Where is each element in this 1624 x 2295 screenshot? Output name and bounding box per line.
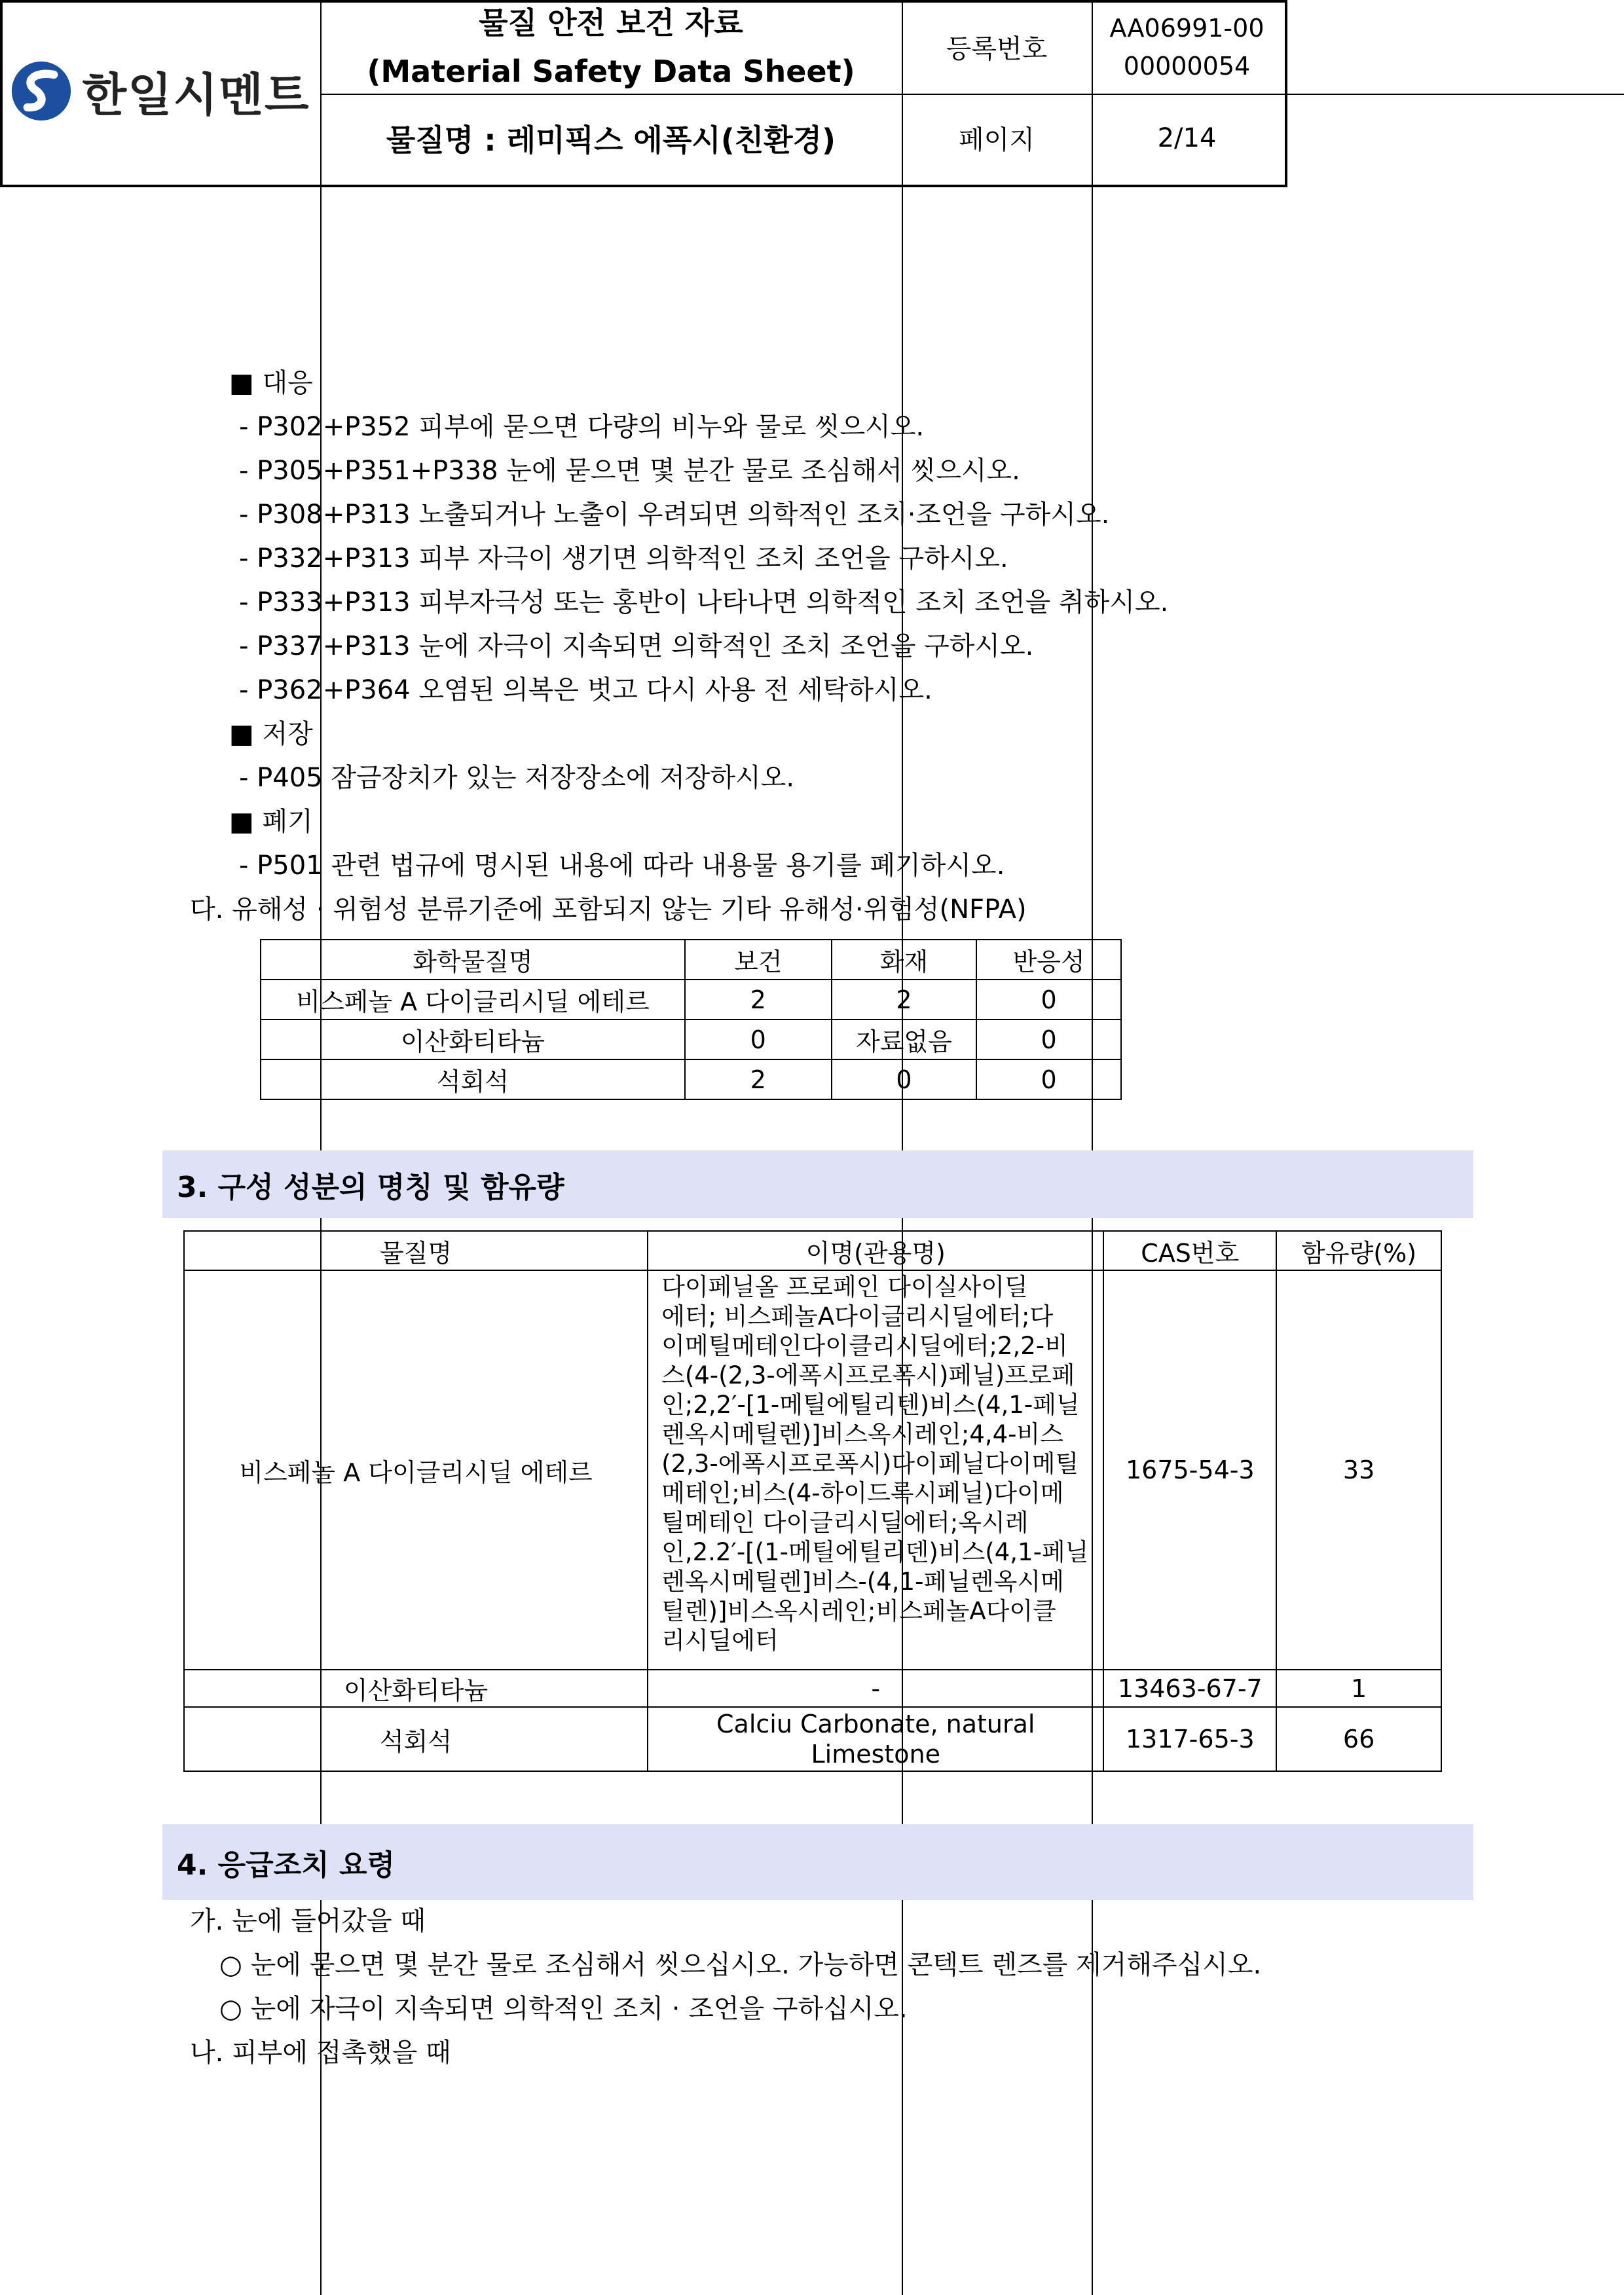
reg-label: 등록번호 [946,34,1048,64]
title-korean: 물질 안전 보건 자료 [479,5,743,41]
table-cell: 2 [685,1059,832,1099]
column-header: 보건 [685,940,832,980]
skin-contact-heading: 나. 피부에 접촉했을 때 [190,2038,451,2068]
response-item: - P302+P352 피부에 묻으면 다량의 비누와 물로 씻으시오. [239,412,925,442]
eye-contact-item: ○ 눈에 자극이 지속되면 의학적인 조치 · 조언을 구하십시오. [219,1994,908,2024]
synonym-line: 메테인;비스(4-하이드록시페닐)다이메 [661,1479,1064,1507]
column-header: 반응성 [976,940,1121,980]
table-cell: 1317-65-3 [1103,1707,1276,1771]
response-item: - P362+P364 오염된 의복은 벗고 다시 사용 전 세탁하시오. [239,675,932,705]
table-cell: 13463-67-7 [1103,1670,1276,1707]
synonym-line: 렌옥시메틸렌)]비스옥시레인;4,4-비스 [661,1420,1063,1448]
storage-heading: ■ 저장 [229,719,313,749]
table-cell: 66 [1276,1707,1441,1771]
company-logo-icon [10,60,73,122]
table-header-row [184,1231,1441,1270]
eye-contact-item: ○ 눈에 묻으면 몇 분간 물로 조심해서 씻으십시오. 가능하면 콘텍트 렌즈를 제거해주십시오. [219,1950,1262,1980]
synonym-line: 이메틸메테인다이클리시딜에터;2,2-비 [661,1332,1068,1360]
table-row [261,1059,1121,1099]
table-cell: 비스페놀 A 다이글리시딜 에테르 [261,980,685,1019]
table-cell: 0 [976,980,1121,1019]
section-4-title: 4. 응급조치 요령 [162,1824,1473,1900]
column-header: 화학물질명 [261,940,685,980]
product-name: 물질명 : 레미픽스 에폭시(친환경) [386,122,836,158]
table-cell: 이산화티타늄 [261,1019,685,1059]
synonym-line: 리시딜에터 [661,1626,779,1655]
other-hazards-heading: 다. 유해성 · 위험성 분류기준에 포함되지 않는 기타 유해성·위험성(NFPA) [190,894,1027,925]
page-label: 페이지 [959,125,1035,155]
column-header: 함유량(%) [1276,1231,1441,1270]
column-header: 물질명 [184,1231,648,1270]
synonym-line: 스(4-(2,3-에폭시프로폭시)페닐)프로페 [661,1361,1075,1389]
reg-number [1092,0,1282,94]
table-cell: - [648,1670,1103,1707]
table-row [261,980,1121,1019]
company-logo [0,0,320,182]
disposal-item: - P501 관련 법규에 명시된 내용에 따라 내용물 용기를 폐기하시오. [239,851,1005,881]
table-cell: 0 [976,1059,1121,1099]
composition-table [183,1230,1442,1772]
table-cell: 이산화티타늄 [184,1670,648,1707]
table-row [261,1019,1121,1059]
synonym-cell [648,1270,1103,1670]
column-header: CAS번호 [1103,1231,1276,1270]
synonym-cell [648,1707,1103,1771]
synonym-line: Limestone [811,1740,941,1769]
response-item: - P333+P313 피부자극성 또는 홍반이 나타나면 의학적인 조치 조언을 취하시오. [239,587,1169,617]
table-header-row [261,940,1121,980]
column-header: 이명(관용명) [648,1231,1103,1270]
table-cell: 2 [832,980,977,1019]
table-cell: 석회석 [261,1059,685,1099]
synonym-line: 에터; 비스페놀A다이글리시딜에터;다 [661,1302,1054,1331]
document-title [320,0,902,94]
column-header: 화재 [832,940,977,980]
synonym-line: Calciu Carbonate, natural [716,1710,1035,1738]
eye-contact-heading: 가. 눈에 들어갔을 때 [190,1906,426,1936]
storage-item: - P405 잠금장치가 있는 저장장소에 저장하시오. [239,763,795,793]
synonym-line: 인,2.2′-[(1-메틸에틸리덴)비스(4,1-페닐 [661,1538,1089,1566]
table-row [184,1707,1441,1771]
table-cell: 1675-54-3 [1103,1270,1276,1670]
synonym-line: 다이페닐올 프로페인 다이실사이딜 [661,1273,1028,1301]
page-number: 2/14 [1157,122,1217,153]
table-cell: 자료없음 [832,1019,977,1059]
reg-number-line2: 00000054 [1123,51,1251,81]
response-item: - P337+P313 눈에 자극이 지속되면 의학적인 조치 조언을 구하시오. [239,631,1034,661]
table-cell: 2 [685,980,832,1019]
table-cell: 석회석 [184,1707,648,1771]
nfpa-table [260,939,1122,1100]
table-cell: 1 [1276,1670,1441,1707]
document-header [0,0,1287,187]
company-name: 한일시멘트 [82,67,310,122]
response-item: - P305+P351+P338 눈에 묻으면 몇 분간 물로 조심해서 씻으시오. [239,456,1020,486]
table-cell: 0 [685,1019,832,1059]
section-3-title: 3. 구성 성분의 명칭 및 함유량 [162,1150,1473,1218]
title-english: (Material Safety Data Sheet) [367,53,855,89]
table-row [184,1670,1441,1707]
table-cell: 0 [976,1019,1121,1059]
table-row [184,1270,1441,1670]
synonym-line: 틸렌)]비스옥시레인;비스페놀A다이클 [661,1597,1056,1625]
table-cell: 33 [1276,1270,1441,1670]
synonym-line: 인;2,2′-[1-메틸에틸리텐)비스(4,1-페닐 [661,1391,1080,1419]
table-cell: 비스페놀 A 다이글리시딜 에테르 [184,1270,648,1670]
synonym-line: 렌옥시메틸렌]비스-(4,1-페닐렌옥시메 [661,1568,1064,1596]
reg-number-line1: AA06991-00 [1109,13,1264,43]
table-cell: 0 [832,1059,977,1099]
disposal-heading: ■ 폐기 [229,807,313,837]
response-item: - P308+P313 노출되거나 노출이 우려되면 의학적인 조치·조언을 구하시오. [239,500,1110,530]
synonym-line: (2,3-에폭시프로폭시)다이페닐다이메틸 [661,1450,1079,1478]
response-item: - P332+P313 피부 자극이 생기면 의학적인 조치 조언을 구하시오. [239,543,1008,574]
synonym-line: 틸메테인 다이글리시딜에터;옥시레 [661,1509,1029,1537]
response-heading: ■ 대응 [229,368,313,398]
